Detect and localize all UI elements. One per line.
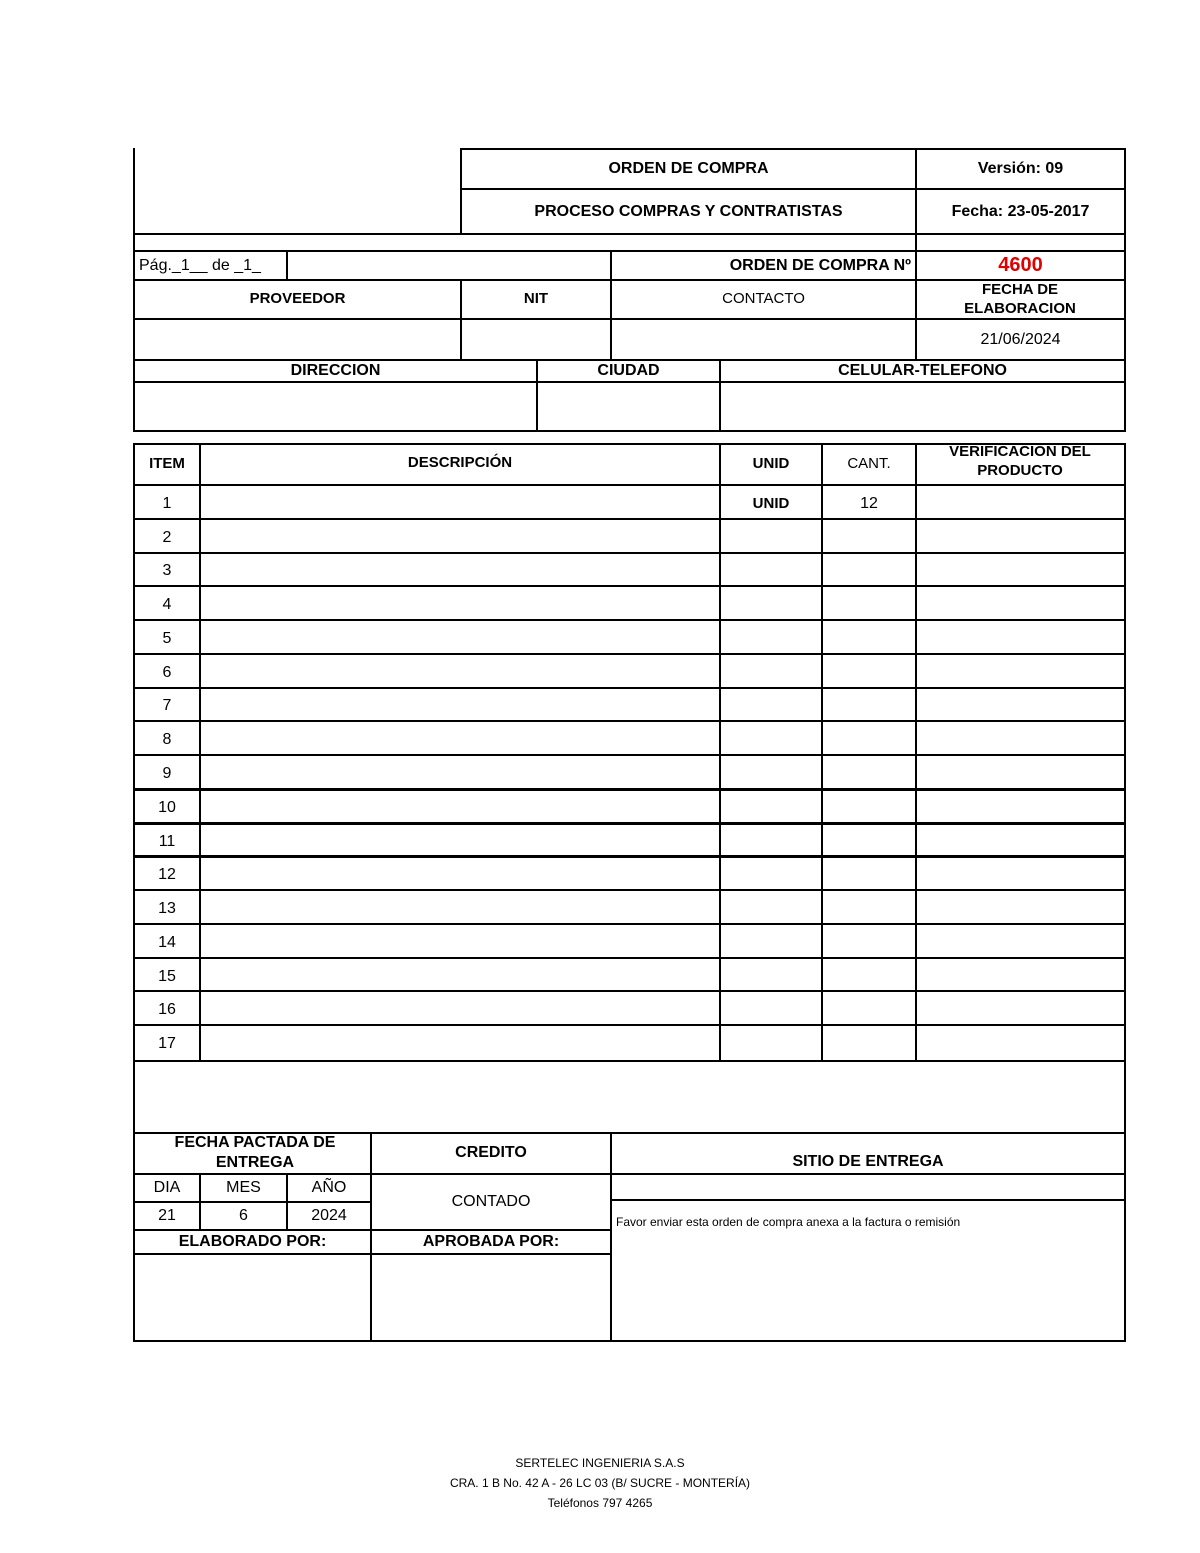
cell-qty (823, 994, 915, 1026)
delivery-note: Favor enviar esta orden de compra anexa a la factura o remisión (616, 1214, 961, 1229)
cell-description (201, 826, 719, 858)
page-indicator: Pág._1__ de _1_ (139, 256, 261, 274)
cell-description (201, 691, 719, 723)
cell-item: 4 (162, 596, 172, 614)
cell-item: 12 (158, 866, 176, 884)
cell-unit (721, 758, 821, 790)
cell-description (201, 792, 719, 824)
prepared-by-label: ELABORADO POR: (178, 1233, 327, 1250)
col-header-verification: VERIFICACION DEL PRODUCTO (949, 442, 1091, 479)
cell-qty (823, 893, 915, 925)
cell-verification (917, 522, 1124, 554)
cell-qty (823, 657, 915, 689)
cell-verification (917, 826, 1124, 858)
approved-by-label: APROBADA POR: (422, 1233, 560, 1250)
agreed-date-label: FECHA PACTADA DE ENTREGA (174, 1133, 336, 1171)
cell-item: 16 (158, 1001, 176, 1019)
cell-description (201, 893, 719, 925)
footer-phones: Teléfonos 797 4265 (547, 1496, 653, 1510)
cell-item: 6 (162, 663, 172, 681)
cell-qty (823, 623, 915, 655)
cell-item: 11 (158, 832, 176, 850)
cell-unit (721, 724, 821, 756)
provider-label: PROVEEDOR (249, 290, 346, 308)
cell-qty (823, 1028, 915, 1060)
day-label: DIA (153, 1179, 181, 1196)
city-label: CIUDAD (597, 362, 660, 379)
cell-description (201, 522, 719, 554)
year-value: 2024 (311, 1207, 347, 1224)
cell-item: 15 (158, 967, 176, 985)
cell-item: 17 (158, 1035, 176, 1053)
cell-description (201, 488, 719, 520)
cell-verification (917, 893, 1124, 925)
cell-qty (823, 522, 915, 554)
cell-description (201, 927, 719, 959)
cell-verification (917, 623, 1124, 655)
cell-unit (721, 1028, 821, 1060)
elaboration-date-label: FECHA DE ELABORACION (964, 280, 1076, 317)
cell-description (201, 657, 719, 689)
cell-unit (721, 522, 821, 554)
cell-description (201, 623, 719, 655)
cell-unit (721, 893, 821, 925)
nit-label: NIT (523, 290, 549, 308)
cell-qty (823, 792, 915, 824)
cell-qty: 12 (860, 494, 878, 512)
order-number-label: ORDEN DE COMPRA Nº (729, 256, 911, 274)
credit-value: CONTADO (451, 1193, 531, 1210)
cell-unit (721, 927, 821, 959)
cell-qty (823, 691, 915, 723)
address-label: DIRECCION (290, 362, 381, 379)
cell-item: 5 (162, 629, 172, 647)
cell-unit (721, 623, 821, 655)
cell-verification (917, 589, 1124, 621)
col-header-qty: CANT. (847, 455, 891, 473)
cell-unit (721, 826, 821, 858)
cell-qty (823, 927, 915, 959)
cell-item: 7 (162, 697, 172, 715)
footer-company: SERTELEC INGENIERIA S.A.S (515, 1456, 685, 1470)
phone-label: CELULAR-TELEFONO (838, 362, 1007, 379)
cell-item: 13 (158, 900, 176, 918)
cell-unit (721, 961, 821, 993)
cell-item: 1 (162, 494, 172, 512)
cell-qty (823, 859, 915, 891)
month-value: 6 (239, 1207, 248, 1224)
cell-item: 9 (162, 764, 172, 782)
footer-address: CRA. 1 B No. 42 A - 26 LC 03 (B/ SUCRE - MONTERÍA) (449, 1476, 751, 1490)
version-label: Versión: 09 (977, 160, 1064, 177)
cell-item: 10 (158, 798, 176, 816)
cell-qty (823, 826, 915, 858)
cell-qty (823, 556, 915, 588)
version-date: Fecha: 23-05-2017 (951, 202, 1090, 220)
process-title: PROCESO COMPRAS Y CONTRATISTAS (534, 202, 843, 220)
cell-qty (823, 961, 915, 993)
cell-description (201, 994, 719, 1026)
cell-verification (917, 1028, 1124, 1060)
cell-unit (721, 792, 821, 824)
cell-verification (917, 927, 1124, 959)
credit-label: CREDITO (455, 1144, 527, 1161)
cell-verification (917, 691, 1124, 723)
cell-unit (721, 589, 821, 621)
cell-unit (721, 556, 821, 588)
cell-description (201, 859, 719, 891)
contact-label: CONTACTO (722, 290, 805, 308)
cell-unit (721, 657, 821, 689)
cell-description (201, 1028, 719, 1060)
site-label: SITIO DE ENTREGA (792, 1153, 944, 1170)
cell-unit (721, 691, 821, 723)
delivery-block (0, 1130, 1200, 1350)
cell-unit (721, 859, 821, 891)
col-header-unit: UNID (752, 455, 790, 473)
cell-description (201, 589, 719, 621)
month-label: MES (226, 1179, 261, 1196)
cell-qty (823, 758, 915, 790)
cell-verification (917, 657, 1124, 689)
col-header-description: DESCRIPCIÓN (407, 453, 513, 471)
cell-verification (917, 961, 1124, 993)
cell-verification (917, 724, 1124, 756)
cell-description (201, 556, 719, 588)
cell-description (201, 961, 719, 993)
cell-verification (917, 488, 1124, 520)
cell-description (201, 758, 719, 790)
cell-qty (823, 589, 915, 621)
cell-item: 8 (162, 731, 172, 749)
elaboration-date-value: 21/06/2024 (980, 330, 1061, 348)
cell-item: 3 (162, 562, 172, 580)
col-header-item: ITEM (149, 455, 185, 473)
order-number: 4600 (998, 254, 1043, 276)
document-title: ORDEN DE COMPRA (608, 160, 769, 177)
cell-unit (721, 994, 821, 1026)
cell-verification (917, 994, 1124, 1026)
cell-item: 14 (158, 933, 176, 951)
cell-verification (917, 758, 1124, 790)
cell-item: 2 (162, 528, 172, 546)
cell-verification (917, 556, 1124, 588)
items-table (0, 440, 1200, 1140)
day-value: 21 (158, 1207, 176, 1224)
header-block (0, 0, 1200, 440)
cell-unit: UNID (752, 494, 790, 512)
cell-verification (917, 792, 1124, 824)
year-label: AÑO (311, 1179, 347, 1196)
cell-qty (823, 724, 915, 756)
cell-description (201, 724, 719, 756)
cell-verification (917, 859, 1124, 891)
